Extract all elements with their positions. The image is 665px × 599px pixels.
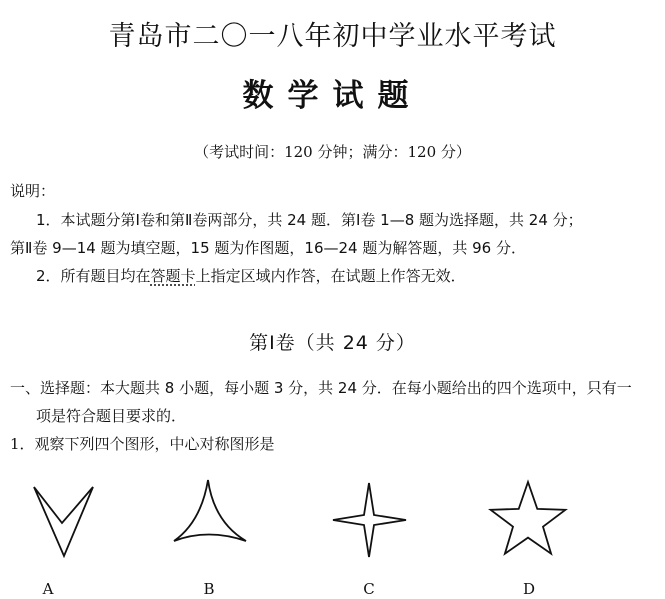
note-2 [36,265,466,286]
exam-info: （考试时间：120 分钟；满分：120 分） [194,143,471,161]
option-c-figure [333,483,406,557]
option-c-label: C [363,580,375,598]
subject-title: 数学试题 [242,78,423,114]
exam-title: 青岛市二〇一八年初中学业水平考试 [108,21,557,52]
option-a-label: A [42,580,54,598]
section-instructions-line-1: 一、选择题：本大题共 8 小题，每小题 3 分，共 24 分．在每小题给出的四个选项中，只有一 [10,379,632,397]
notes-label: 说明： [10,182,56,200]
section-instructions-line-2: 项是符合题目要求的． [36,407,187,425]
note-1-line-1: 1．本试题分第Ⅰ卷和第Ⅱ卷两部分，共 24 题．第Ⅰ卷 1—8 题为选择题，共 24 分； [36,211,583,229]
note-2-emphasis: 答题卡 [150,267,196,285]
note-2-suffix: 上指定区域内作答，在试题上作答无效． [195,267,466,285]
note-1-line-2: 第Ⅱ卷 9—14 题为填空题，15 题为作图题，16—24 题为解答题，共 96 分． [10,239,526,257]
option-a-figure [34,487,93,556]
option-b-figure [174,480,246,541]
option-d-figure [491,482,566,554]
note-2-prefix: 2．所有题目均在 [36,267,151,285]
question-1: 1．观察下列四个图形，中心对称图形是 [10,435,275,453]
option-d-label: D [522,580,536,598]
option-figures [0,470,665,599]
option-b-label: B [203,580,215,598]
part-title: 第Ⅰ卷（共 24 分） [249,332,416,354]
